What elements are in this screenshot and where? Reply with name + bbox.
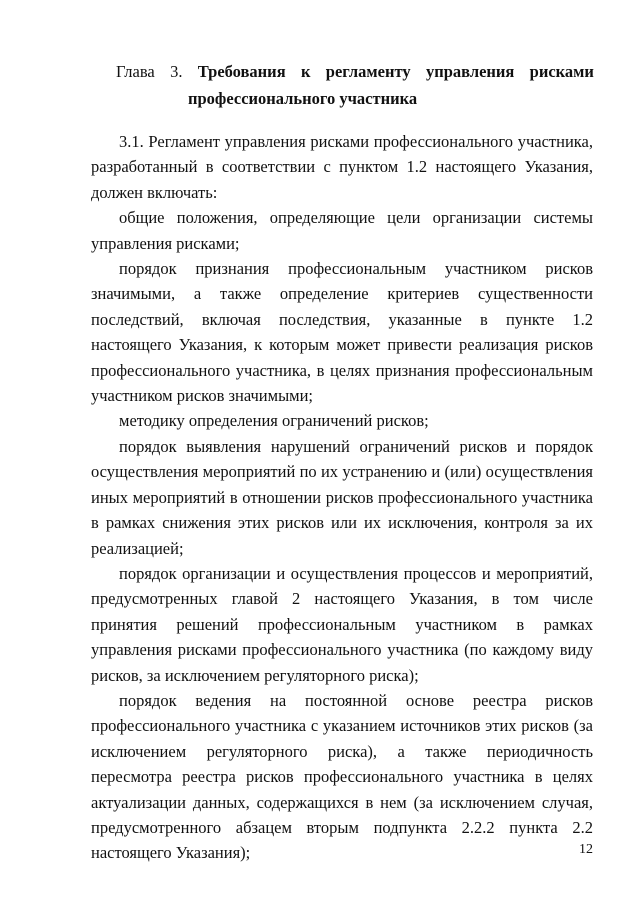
chapter-title-word: рисками	[529, 62, 594, 81]
chapter-heading	[116, 58, 594, 112]
chapter-label: Глава	[116, 62, 155, 81]
list-item-processes-procedure: порядок организации и осуществления процессов и мероприятий, предусмотренных главой 2 настоящего Указания, в том числе принятия решений профессиональным участником в рамках управления рисками профессионального участника (по каждому виду рисков, за исключением регуляторного риска);	[91, 563, 593, 685]
page-number: 12	[579, 842, 593, 857]
chapter-title-word: управления	[425, 62, 515, 81]
list-item-general-provisions: общие положения, определяющие цели организации системы управления рисками;	[91, 208, 593, 253]
chapter-title-word: регламенту	[325, 62, 411, 81]
chapter-title-word: Требования	[197, 62, 286, 81]
list-item-violations-procedure: порядок выявления нарушений ограничений рисков и порядок осуществления мероприятий по их устранению и (или) осуществления иных мероприятий в отношении рисков профессионального участника в рамках снижения этих рисков или их исключения, контроля за их реализацией;	[91, 436, 593, 558]
list-item-risk-register-procedure: порядок ведения на постоянной основе реестра рисков профессионального участника с указанием источников этих рисков (за исключением регуляторного риска), а также периодичность пересмотра реестра рисков профессионального участника в целях актуализации данных, содержащихся в нем (за исключением случая, предусмотренного абзацем вторым подпункта 2.2.2 пункта 2.2 настоящего Указания);	[91, 690, 593, 863]
chapter-heading-line-1	[116, 58, 594, 85]
chapter-title-word: к	[300, 62, 311, 81]
body-text	[91, 129, 593, 866]
chapter-title-line-2: профессионального участника	[188, 89, 418, 108]
paragraph-3-1: 3.1. Регламент управления рисками профессионального участника, разработанный в соответствии с пунктом 1.2 настоящего Указания, должен включать:	[91, 132, 593, 202]
list-item-limits-methodology: методику определения ограничений рисков;	[119, 411, 429, 431]
chapter-number: 3.	[170, 62, 183, 81]
list-item-significance-procedure: порядок признания профессиональным участником рисков значимыми, а также определение критериев существенности последствий, включая последствия, указанные в пункте 1.2 настоящего Указания, к которым может привести реализация рисков профессионального участника, в целях признания профессиональным участником рисков значимыми;	[91, 259, 593, 406]
